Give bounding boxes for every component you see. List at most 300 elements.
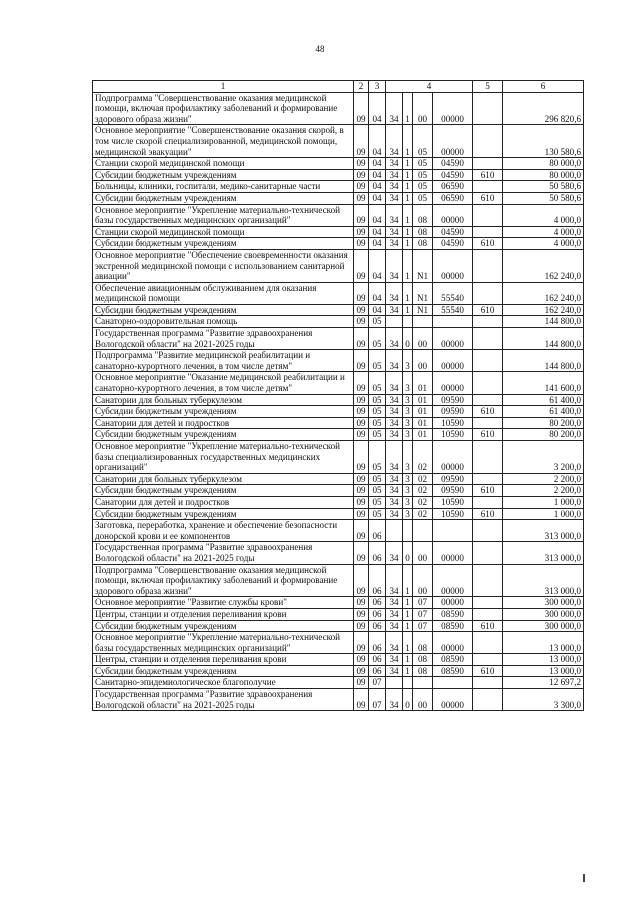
- row-subsection: 04: [369, 181, 386, 193]
- row-name: Государственная программа "Развитие здравоохранения Вологодской области" на 2021-2025 годы: [93, 689, 354, 711]
- table-row: [93, 406, 584, 418]
- row-section: 09: [354, 238, 369, 250]
- table-row: [93, 158, 584, 170]
- row-name: Подпрограмма "Совершенствование оказания медицинской помощи, включая профилактику заболеваний и формирование здорового образа жизни": [93, 92, 354, 125]
- header-col-6: 6: [503, 81, 584, 93]
- header-col-3: 3: [369, 81, 386, 93]
- row-subsection: 06: [369, 564, 386, 597]
- row-program: 34: [386, 485, 403, 497]
- row-direction: 55540: [433, 304, 473, 316]
- row-activity: 02: [413, 473, 433, 485]
- row-subsection: 05: [369, 406, 386, 418]
- row-section: 09: [354, 485, 369, 497]
- row-section: 09: [354, 564, 369, 597]
- row-subsection: 05: [369, 485, 386, 497]
- row-activity: N1: [413, 304, 433, 316]
- row-expense-type: [473, 441, 503, 474]
- row-subprogram: 0: [403, 542, 413, 564]
- row-amount: 12 697,2: [503, 677, 584, 689]
- row-subsection: 05: [369, 429, 386, 441]
- row-activity: [413, 520, 433, 542]
- table-header-row: [93, 81, 584, 93]
- row-subsection: 04: [369, 204, 386, 226]
- row-subsection: 05: [369, 394, 386, 406]
- row-name: Субсидии бюджетным учреждениям: [93, 406, 354, 418]
- row-name: Основное мероприятие "Развитие службы крови": [93, 597, 354, 609]
- row-expense-type: [473, 249, 503, 282]
- row-subprogram: 1: [403, 125, 413, 158]
- row-activity: 02: [413, 441, 433, 474]
- row-direction: 10590: [433, 417, 473, 429]
- row-subsection: 05: [369, 473, 386, 485]
- row-subprogram: 3: [403, 350, 413, 372]
- row-subsection: 05: [369, 508, 386, 520]
- row-amount: 144 800,0: [503, 350, 584, 372]
- row-direction: [433, 677, 473, 689]
- row-name: Санатории для детей и подростков: [93, 496, 354, 508]
- row-direction: [433, 520, 473, 542]
- row-activity: 01: [413, 429, 433, 441]
- row-program: [386, 520, 403, 542]
- row-subprogram: 1: [403, 304, 413, 316]
- row-program: 34: [386, 282, 403, 304]
- row-direction: 09590: [433, 485, 473, 497]
- row-section: 09: [354, 169, 369, 181]
- row-direction: 00000: [433, 249, 473, 282]
- row-amount: 4 000,0: [503, 204, 584, 226]
- row-subprogram: 3: [403, 417, 413, 429]
- row-subprogram: 1: [403, 226, 413, 238]
- row-name: Субсидии бюджетным учреждениям: [93, 238, 354, 250]
- row-name: Государственная программа "Развитие здравоохранения Вологодской области" на 2021-2025 годы: [93, 328, 354, 350]
- row-amount: 313 000,0: [503, 520, 584, 542]
- row-section: 09: [354, 473, 369, 485]
- row-section: 09: [354, 282, 369, 304]
- row-subsection: 04: [369, 282, 386, 304]
- row-expense-type: [473, 125, 503, 158]
- row-amount: 1 000,0: [503, 508, 584, 520]
- row-program: 34: [386, 249, 403, 282]
- row-subsection: 07: [369, 677, 386, 689]
- row-direction: 10590: [433, 508, 473, 520]
- row-amount: 1 000,0: [503, 496, 584, 508]
- row-section: 09: [354, 158, 369, 170]
- row-program: 34: [386, 406, 403, 418]
- row-name: Государственная программа "Развитие здравоохранения Вологодской области" на 2021-2025 годы: [93, 542, 354, 564]
- row-name: Субсидии бюджетным учреждениям: [93, 192, 354, 204]
- row-direction: 00000: [433, 328, 473, 350]
- row-expense-type: 610: [473, 304, 503, 316]
- row-subprogram: 0: [403, 689, 413, 711]
- row-subprogram: 3: [403, 496, 413, 508]
- row-section: 09: [354, 429, 369, 441]
- row-activity: 08: [413, 226, 433, 238]
- row-subprogram: 1: [403, 238, 413, 250]
- row-expense-type: [473, 632, 503, 654]
- header-col-5: 5: [473, 81, 503, 93]
- row-amount: 313 000,0: [503, 542, 584, 564]
- row-name: Субсидии бюджетным учреждениям: [93, 508, 354, 520]
- row-subsection: 05: [369, 372, 386, 394]
- row-subsection: 05: [369, 496, 386, 508]
- row-subprogram: [403, 677, 413, 689]
- row-amount: 61 400,0: [503, 406, 584, 418]
- row-name: Обеспечение авиационным обслуживанием для оказания медицинской помощи: [93, 282, 354, 304]
- row-amount: 300 000,0: [503, 608, 584, 620]
- row-direction: 06590: [433, 181, 473, 193]
- row-program: 34: [386, 665, 403, 677]
- row-activity: 00: [413, 542, 433, 564]
- row-amount: 50 580,6: [503, 181, 584, 193]
- table-row: [93, 350, 584, 372]
- row-expense-type: 610: [473, 169, 503, 181]
- row-subprogram: 1: [403, 608, 413, 620]
- row-direction: 00000: [433, 542, 473, 564]
- row-amount: 162 240,0: [503, 249, 584, 282]
- row-program: 34: [386, 542, 403, 564]
- row-name: Подпрограмма "Совершенствование оказания медицинской помощи, включая профилактику заболеваний и формирование здорового образа жизни": [93, 564, 354, 597]
- row-expense-type: [473, 181, 503, 193]
- table-row: [93, 249, 584, 282]
- row-subsection: 04: [369, 249, 386, 282]
- row-activity: [413, 677, 433, 689]
- row-amount: 80 000,0: [503, 158, 584, 170]
- row-expense-type: 610: [473, 238, 503, 250]
- row-name: Центры, станции и отделения переливания крови: [93, 654, 354, 666]
- row-subsection: 06: [369, 520, 386, 542]
- row-amount: 296 820,6: [503, 92, 584, 125]
- row-activity: 08: [413, 204, 433, 226]
- row-program: 34: [386, 92, 403, 125]
- row-subprogram: [403, 316, 413, 328]
- row-amount: 313 000,0: [503, 564, 584, 597]
- row-program: 34: [386, 350, 403, 372]
- row-name: Станции скорой медицинской помощи: [93, 226, 354, 238]
- page-number: 48: [315, 44, 325, 54]
- table-row: [93, 441, 584, 474]
- row-activity: 08: [413, 238, 433, 250]
- row-amount: 300 000,0: [503, 597, 584, 609]
- table-row: [93, 204, 584, 226]
- row-program: 34: [386, 125, 403, 158]
- row-name: Субсидии бюджетным учреждениям: [93, 304, 354, 316]
- row-subsection: 05: [369, 417, 386, 429]
- row-subprogram: 1: [403, 192, 413, 204]
- row-subsection: 06: [369, 632, 386, 654]
- row-activity: 01: [413, 417, 433, 429]
- row-direction: 00000: [433, 204, 473, 226]
- row-expense-type: 610: [473, 485, 503, 497]
- row-direction: 00000: [433, 372, 473, 394]
- row-expense-type: [473, 158, 503, 170]
- row-section: 09: [354, 394, 369, 406]
- row-direction: 04590: [433, 169, 473, 181]
- row-section: 09: [354, 249, 369, 282]
- row-activity: 05: [413, 169, 433, 181]
- row-subprogram: 1: [403, 632, 413, 654]
- table-row: [93, 417, 584, 429]
- row-program: 34: [386, 394, 403, 406]
- row-activity: 00: [413, 350, 433, 372]
- row-direction: 00000: [433, 632, 473, 654]
- row-name: Санаторно-оздоровительная помощь: [93, 316, 354, 328]
- row-name: Санатории для детей и подростков: [93, 417, 354, 429]
- table-row: [93, 608, 584, 620]
- row-subprogram: 3: [403, 441, 413, 474]
- row-program: 34: [386, 304, 403, 316]
- row-subsection: 04: [369, 125, 386, 158]
- budget-table: [92, 80, 584, 711]
- row-activity: 05: [413, 158, 433, 170]
- row-activity: 02: [413, 485, 433, 497]
- row-amount: 300 000,0: [503, 620, 584, 632]
- row-expense-type: [473, 689, 503, 711]
- row-direction: 00000: [433, 564, 473, 597]
- row-program: 34: [386, 158, 403, 170]
- row-direction: 10590: [433, 496, 473, 508]
- row-subprogram: 3: [403, 508, 413, 520]
- row-amount: 50 580,6: [503, 192, 584, 204]
- table-row: [93, 192, 584, 204]
- row-amount: 3 300,0: [503, 689, 584, 711]
- table-row: [93, 92, 584, 125]
- row-subprogram: 1: [403, 204, 413, 226]
- row-section: 09: [354, 316, 369, 328]
- row-direction: 00000: [433, 125, 473, 158]
- row-amount: 80 000,0: [503, 169, 584, 181]
- row-expense-type: [473, 372, 503, 394]
- row-program: 34: [386, 204, 403, 226]
- row-direction: 08590: [433, 665, 473, 677]
- row-activity: 07: [413, 597, 433, 609]
- row-activity: N1: [413, 282, 433, 304]
- row-activity: [413, 316, 433, 328]
- row-name: Санатории для больных туберкулезом: [93, 394, 354, 406]
- row-program: 34: [386, 632, 403, 654]
- row-program: 34: [386, 689, 403, 711]
- row-amount: 2 200,0: [503, 485, 584, 497]
- row-amount: 13 000,0: [503, 654, 584, 666]
- row-subprogram: 1: [403, 564, 413, 597]
- row-amount: 162 240,0: [503, 304, 584, 316]
- header-col-4: 4: [386, 81, 473, 93]
- row-program: 34: [386, 608, 403, 620]
- row-subprogram: 1: [403, 665, 413, 677]
- row-direction: 10590: [433, 429, 473, 441]
- row-section: 09: [354, 632, 369, 654]
- row-expense-type: [473, 282, 503, 304]
- row-subsection: 04: [369, 92, 386, 125]
- row-name: Субсидии бюджетным учреждениям: [93, 429, 354, 441]
- row-name: Субсидии бюджетным учреждениям: [93, 169, 354, 181]
- row-expense-type: [473, 597, 503, 609]
- header-col-2: 2: [354, 81, 369, 93]
- row-subprogram: 3: [403, 372, 413, 394]
- row-section: 09: [354, 620, 369, 632]
- row-direction: 09590: [433, 473, 473, 485]
- row-name: Подпрограмма "Развитие медицинской реабилитации и санаторно-курортного лечения, в том числе детям": [93, 350, 354, 372]
- row-amount: 13 000,0: [503, 665, 584, 677]
- row-amount: 144 800,0: [503, 316, 584, 328]
- row-section: 09: [354, 226, 369, 238]
- table-row: [93, 508, 584, 520]
- row-expense-type: [473, 564, 503, 597]
- row-subprogram: 1: [403, 158, 413, 170]
- row-direction: 00000: [433, 597, 473, 609]
- row-subsection: 04: [369, 158, 386, 170]
- row-subprogram: 1: [403, 92, 413, 125]
- row-subprogram: 1: [403, 249, 413, 282]
- row-subprogram: 1: [403, 181, 413, 193]
- row-activity: 00: [413, 328, 433, 350]
- row-direction: 06590: [433, 192, 473, 204]
- row-program: 34: [386, 417, 403, 429]
- row-program: 34: [386, 192, 403, 204]
- row-program: [386, 677, 403, 689]
- row-subsection: 06: [369, 597, 386, 609]
- row-direction: 09590: [433, 394, 473, 406]
- row-section: 09: [354, 192, 369, 204]
- header-col-1: 1: [93, 81, 354, 93]
- table-row: [93, 665, 584, 677]
- row-direction: 00000: [433, 441, 473, 474]
- row-activity: 08: [413, 654, 433, 666]
- row-name: Центры, станции и отделения переливания крови: [93, 608, 354, 620]
- row-subsection: 06: [369, 654, 386, 666]
- row-section: 09: [354, 204, 369, 226]
- row-name: Субсидии бюджетным учреждениям: [93, 665, 354, 677]
- row-subprogram: 3: [403, 429, 413, 441]
- table-row: [93, 394, 584, 406]
- row-expense-type: [473, 417, 503, 429]
- row-expense-type: 610: [473, 192, 503, 204]
- row-name: Субсидии бюджетным учреждениям: [93, 485, 354, 497]
- row-name: Основное мероприятие "Укрепление материально-технической базы государственных медицинских организаций": [93, 204, 354, 226]
- row-name: Основное мероприятие "Обеспечение своевременности оказания экстренной медицинской помощи с использованием санитарной авиации": [93, 249, 354, 282]
- row-subprogram: 3: [403, 473, 413, 485]
- row-section: 09: [354, 372, 369, 394]
- row-activity: 08: [413, 665, 433, 677]
- row-subsection: 05: [369, 328, 386, 350]
- row-direction: [433, 316, 473, 328]
- row-direction: 04590: [433, 158, 473, 170]
- row-expense-type: 610: [473, 665, 503, 677]
- row-activity: 01: [413, 406, 433, 418]
- row-subprogram: 1: [403, 654, 413, 666]
- row-program: 34: [386, 508, 403, 520]
- row-section: 09: [354, 406, 369, 418]
- row-activity: 02: [413, 496, 433, 508]
- row-section: 09: [354, 125, 369, 158]
- row-amount: 162 240,0: [503, 282, 584, 304]
- row-direction: 08590: [433, 654, 473, 666]
- row-direction: 08590: [433, 620, 473, 632]
- row-section: 09: [354, 608, 369, 620]
- row-section: 09: [354, 181, 369, 193]
- row-program: 34: [386, 473, 403, 485]
- row-activity: 00: [413, 564, 433, 597]
- scan-mark: [583, 874, 585, 882]
- row-expense-type: 610: [473, 429, 503, 441]
- row-amount: 144 800,0: [503, 328, 584, 350]
- row-expense-type: 610: [473, 508, 503, 520]
- row-amount: 130 580,6: [503, 125, 584, 158]
- table-row: [93, 328, 584, 350]
- row-section: 09: [354, 441, 369, 474]
- row-expense-type: [473, 328, 503, 350]
- row-amount: 2 200,0: [503, 473, 584, 485]
- table-row: [93, 620, 584, 632]
- table-row: [93, 520, 584, 542]
- row-activity: N1: [413, 249, 433, 282]
- row-section: 09: [354, 417, 369, 429]
- table-row: [93, 226, 584, 238]
- table-body: [93, 81, 584, 711]
- row-section: 09: [354, 542, 369, 564]
- table-row: [93, 429, 584, 441]
- row-expense-type: [473, 92, 503, 125]
- row-subsection: 04: [369, 169, 386, 181]
- row-activity: 07: [413, 608, 433, 620]
- row-section: 09: [354, 92, 369, 125]
- row-program: 34: [386, 238, 403, 250]
- row-name: Санитарно-эпидемиологическое благополучие: [93, 677, 354, 689]
- row-subsection: 06: [369, 620, 386, 632]
- row-activity: 00: [413, 92, 433, 125]
- row-program: 34: [386, 181, 403, 193]
- row-amount: 80 200,0: [503, 417, 584, 429]
- row-subsection: 05: [369, 316, 386, 328]
- row-subprogram: 1: [403, 282, 413, 304]
- row-subsection: 04: [369, 226, 386, 238]
- row-activity: 00: [413, 689, 433, 711]
- row-activity: 02: [413, 508, 433, 520]
- row-expense-type: [473, 520, 503, 542]
- row-section: 09: [354, 520, 369, 542]
- row-subprogram: 3: [403, 394, 413, 406]
- row-direction: 55540: [433, 282, 473, 304]
- row-program: 34: [386, 372, 403, 394]
- row-subprogram: 1: [403, 597, 413, 609]
- row-name: Больницы, клиники, госпитали, медико-санитарные части: [93, 181, 354, 193]
- row-expense-type: 610: [473, 406, 503, 418]
- row-subsection: 05: [369, 441, 386, 474]
- row-name: Основное мероприятие "Укрепление материально-технической базы государственных медицинских организаций": [93, 632, 354, 654]
- row-program: [386, 316, 403, 328]
- row-expense-type: [473, 204, 503, 226]
- table-row: [93, 316, 584, 328]
- row-activity: 01: [413, 394, 433, 406]
- row-program: 34: [386, 654, 403, 666]
- row-program: 34: [386, 429, 403, 441]
- row-name: Основное мероприятие "Укрепление материально-технической базы специализированных государственных медицинских организаций": [93, 441, 354, 474]
- table-row: [93, 654, 584, 666]
- table-row: [93, 542, 584, 564]
- row-subsection: 04: [369, 238, 386, 250]
- row-activity: 07: [413, 620, 433, 632]
- row-subsection: 07: [369, 689, 386, 711]
- row-name: Санатории для больных туберкулезом: [93, 473, 354, 485]
- table-row: [93, 372, 584, 394]
- row-program: 34: [386, 328, 403, 350]
- row-activity: 05: [413, 192, 433, 204]
- row-activity: 08: [413, 632, 433, 654]
- row-amount: 80 200,0: [503, 429, 584, 441]
- row-expense-type: [473, 350, 503, 372]
- row-subprogram: 1: [403, 620, 413, 632]
- row-name: Основное мероприятие "Совершенствование оказания скорой, в том числе скорой специализированной, медицинской помощи, медицинской эвакуации": [93, 125, 354, 158]
- row-program: 34: [386, 564, 403, 597]
